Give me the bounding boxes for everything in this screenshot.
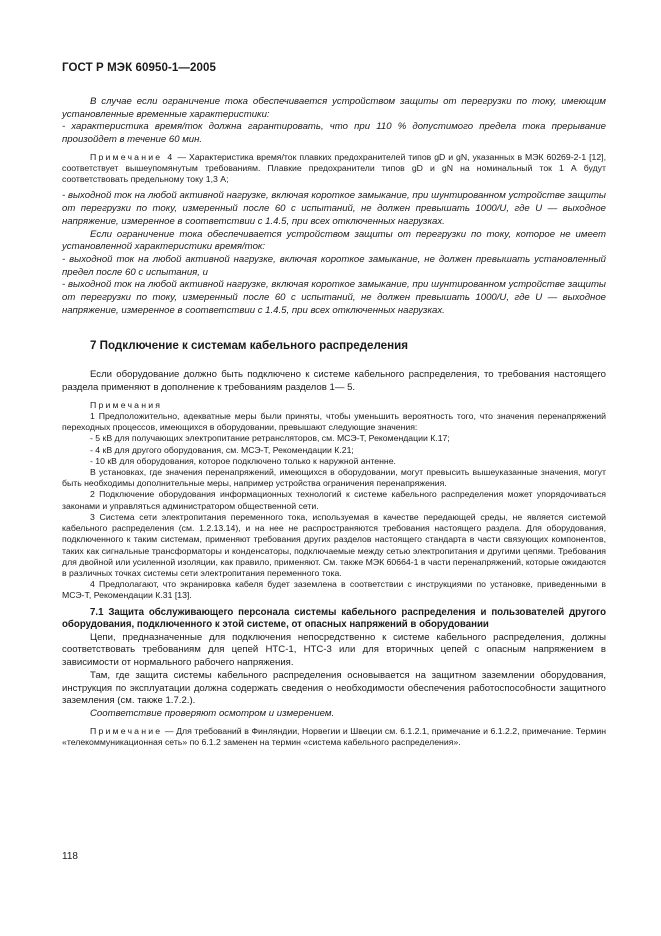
paragraph: - выходной ток на любой активной нагрузке, включая короткое замыкание, при шунтированном устройстве защиты от перегрузки по току, измеренный после 60 с испытаний, не должен превышать 1000/U, где U — выходное напряжение, измеренное в соответствии с 1.4.5, при всех отключенных нагрузках. bbox=[62, 279, 606, 316]
note-text: — Характеристика время/ток плавких предохранителей типов gD и gN, указанных в МЭК 60269-2-1 [12], соответствует вышеупомянутым требованиям. Плавкие предохранители типов gD и gN на номинальный ток 1 А будут соответствовать предельному току 1,3 А; bbox=[62, 151, 606, 185]
note bbox=[62, 152, 606, 186]
paragraph: - выходной ток на любой активной нагрузке, включая короткое замыкание, при шунтированном устройстве защиты от перегрузки по току, измеренный после 60 с испытаний, не должен превышать 1000/U, где U — выходное напряжение, измеренное в соответствии с 1.4.5, при всех отключенных нагрузках. bbox=[62, 190, 606, 227]
note-text: — Для требований в Финляндии, Норвегии и Швеции см. 6.1.2.1, примечание и 6.1.2.2, примечание. Термин «телекоммуникационная сеть» по 6.1.2 заменен на термин «система кабельного распределения». bbox=[62, 725, 606, 747]
document-header: ГОСТ Р МЭК 60950-1—2005 bbox=[62, 62, 216, 74]
paragraph: Соответствие проверяют осмотром и измерением. bbox=[90, 707, 335, 719]
notes-heading: Примечания bbox=[90, 399, 163, 410]
note-list bbox=[62, 433, 606, 467]
paragraph: Если ограничение тока обеспечивается устройством защиты от перегрузки по току, которое не имеет установленной характеристики время/ток: bbox=[62, 228, 606, 253]
paragraph: Цепи, предназначенные для подключения непосредственно к системе кабельного распределения, должны соответствовать требованиям для цепей НТС-1, НТС-3 или для вторичных цепей с опасным напряжением в зависимости от нормального рабочего напряжения. bbox=[62, 631, 606, 669]
note-label: Примечание bbox=[90, 725, 163, 736]
paragraph: Если оборудование должно быть подключено к системе кабельного распределения, то требования настоящего раздела применяют в дополнение к требованиям разделов 1— 5. bbox=[62, 369, 606, 394]
list-item: - 10 кВ для оборудования, которое подключено только к наружной антенне. bbox=[90, 455, 396, 466]
paragraph: Там, где защита системы кабельного распределения основывается на защитном заземлении оборудования, инструкция по эксплуатации должна содержать сведения о необходимости обеспечения работоспособности защитного заземления (см. также 1.7.2.). bbox=[62, 669, 606, 707]
subsection-title: 7.1 Защита обслуживающего персонала системы кабельного распределения и пользователей другого оборудования, подключенного к этой системе, от опасных напряжений в оборудовании bbox=[62, 606, 606, 631]
note bbox=[62, 726, 606, 748]
document-page bbox=[62, 62, 606, 748]
paragraph: - выходной ток на любой активной нагрузке, включая короткое замыкание, не должен превышать установленный предел после 60 с испытания, и bbox=[62, 253, 606, 278]
note-label: Примечание 4 bbox=[90, 151, 175, 162]
paragraph: - характеристика время/ток должна гарантировать, что при 110 % допустимого предела тока прерывание произойдет в течение 60 мин. bbox=[62, 121, 606, 146]
section-title: 7 Подключение к системам кабельного распределения bbox=[90, 339, 409, 353]
note: 4 Предполагают, что экранировка кабеля будет заземлена в соответствии с инструкциями по установке, приведенными в МСЭ-Т, Рекомендации К.31 [13]. bbox=[62, 579, 606, 601]
list-item: - 4 кВ для другого оборудования, см. МСЭ-Т, Рекомендации К.21; bbox=[90, 444, 354, 455]
page-number: 118 bbox=[62, 851, 78, 862]
paragraph: В случае если ограничение тока обеспечивается устройством защиты от перегрузки по току, имеющим установленные временные характеристики: bbox=[62, 96, 606, 120]
list-item: - 5 кВ для получающих электропитание ретрансляторов, см. МСЭ-Т, Рекомендации К.17; bbox=[90, 433, 450, 444]
note: В установках, где значения перенапряжений, имеющихся в оборудовании, могут превысить вышеуказанные значения, могут быть необходимы дополнительные меры, например устройства ограничения перенапряжения. bbox=[62, 467, 606, 489]
note: 3 Система сети электропитания переменного тока, используемая в качестве передающей среды, не является системой кабельного распределения (см. 1.2.13.14), и на нее не распространяются требования настоящего раздела. Для оборудования, подключенного к таким системам, применяют требования других разделов настоящего стандарта в части связующих компонентов, таких как сигнальные трансформаторы и конденсаторы, подключаемые между сетью электропитания и другими цепями. Требования для двойной или усиленной изоляции, как правило, применяют. См. также МЭК 60664-1 в части перенапряжений, которые ожидаются в различных точках системы сети электропитания переменного тока. bbox=[62, 511, 606, 578]
note: 1 Предположительно, адекватные меры были приняты, чтобы уменьшить вероятность того, что значения перенапряжений переходных процессов, имеющихся в оборудовании, превышают следующие значения: bbox=[62, 411, 606, 433]
note: 2 Подключение оборудования информационных технологий к системе кабельного распределения может упорядочиваться законами и управляться администратором общественной сети. bbox=[62, 489, 606, 511]
